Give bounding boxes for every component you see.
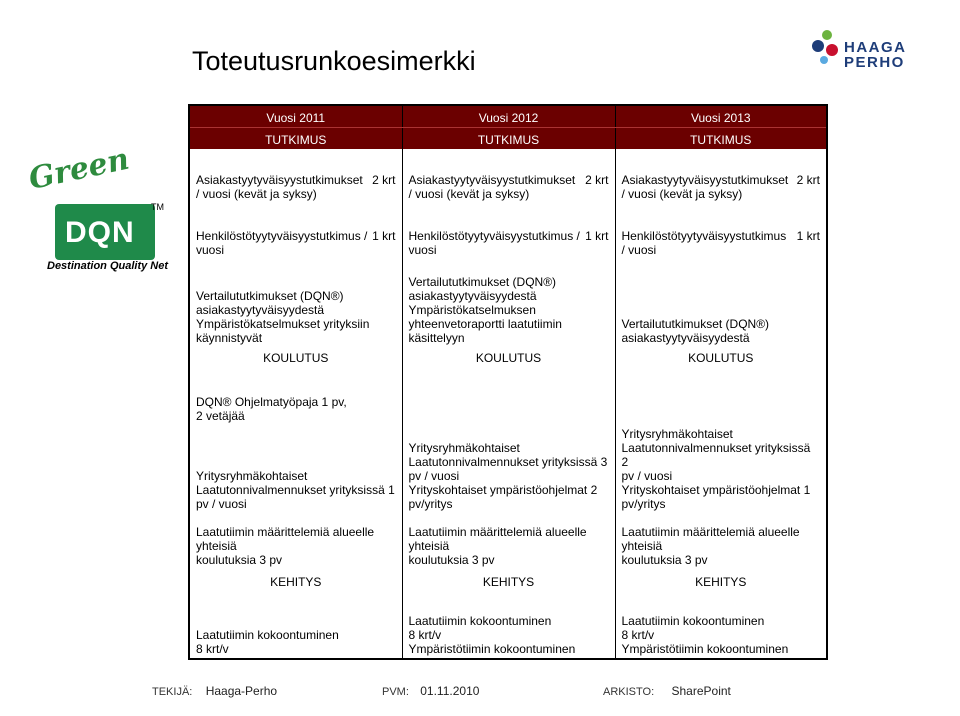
haaga-perho-wordmark (844, 40, 907, 70)
section-koulutus-2011: KOULUTUS (263, 351, 329, 365)
cell-line: Vertailututkimukset (DQN®) (408, 275, 557, 289)
cell-text: Henkilöstötyytyväisyystutkimus / vuosi (196, 229, 368, 257)
table-cell (402, 203, 615, 259)
cell-line: Laatutiimin määrittelemiä alueelle (196, 525, 375, 539)
cell-line: Vertailututkimukset (DQN®) (196, 289, 344, 303)
footer-date-value: 01.11.2010 (420, 684, 480, 698)
cell-line: pv/yritys (408, 497, 453, 511)
cell-line: Laatutonnivalmennukset yrityksissä 1 (196, 483, 395, 497)
brand-line-2: PERHO (844, 54, 905, 71)
logo-dot-lightblue (820, 56, 828, 64)
table-cell (189, 425, 402, 513)
footer-author-value: Haaga-Perho (205, 684, 278, 698)
table-cell (615, 367, 827, 425)
table-row (189, 149, 827, 203)
cell-count: 2 krt (585, 173, 609, 187)
cell-text: Asiakastyytyväisyystutkimukset / vuosi (kevät ja syksy) (196, 173, 363, 201)
cell-line: 8 krt/v (621, 628, 655, 642)
footer-archive-value: SharePoint (671, 684, 731, 698)
table-cell (615, 149, 827, 203)
cell-line: Laatutiimin määrittelemiä alueelle (621, 525, 800, 539)
year-2013-header: Vuosi 2013 (615, 105, 827, 127)
cell-line: yhteisiä (196, 539, 237, 553)
cell-line: Ympäristökatselmukset yrityksiin (196, 317, 370, 331)
cell-line: 8 krt/v (196, 642, 229, 656)
section-tutkimus-2012: TUTKIMUS (402, 127, 615, 149)
cell-line: Laatutiimin määrittelemiä alueelle (408, 525, 587, 539)
logo-dot-blue (812, 40, 824, 52)
cell-line: Yritysryhmäkohtaiset (621, 427, 733, 441)
table-cell (402, 149, 615, 203)
cell-line: Ympäristökatselmuksen (408, 303, 536, 317)
cell-line: asiakastyytyväisyydestä (621, 331, 750, 345)
table-cell (615, 591, 827, 659)
cell-line: pv / vuosi (408, 469, 460, 483)
trademark-mark: TM (151, 202, 164, 212)
table-cell (189, 367, 402, 425)
table-cell (402, 259, 615, 347)
cell-text: Asiakastyytyväisyystutkimukset / vuosi (kevät ja syksy) (408, 173, 576, 201)
table-cell (402, 591, 615, 659)
section-tutkimus-2011: TUTKIMUS (189, 127, 402, 149)
table-cell (189, 203, 402, 259)
cell-line: Yritysryhmäkohtaiset (408, 441, 520, 455)
table-cell (189, 513, 402, 569)
cell-line: asiakastyytyväisyydestä (196, 303, 325, 317)
section-kehitys-2013: KEHITYS (615, 569, 827, 591)
table-cell (189, 259, 402, 347)
cell-text: Henkilöstötyytyväisyystutkimus / vuosi (621, 229, 787, 257)
cell-line: Ympäristötiimin kokoontuminen (408, 642, 576, 656)
table-cell (615, 513, 827, 569)
footer-archive-label: ARKISTO: (603, 686, 655, 698)
table-cell (189, 149, 402, 203)
cell-line: Laatutonnivalmennukset yrityksissä 2 (621, 441, 811, 469)
section-koulutus-2013: KOULUTUS (615, 347, 827, 367)
cell-line: asiakastyytyväisyydestä (408, 289, 537, 303)
cell-line: Yritysryhmäkohtaiset (196, 469, 308, 483)
year-2012-header: Vuosi 2012 (402, 105, 615, 127)
haaga-perho-logo (810, 30, 920, 76)
cell-line: DQN® Ohjelmatyöpaja 1 pv, (196, 395, 347, 409)
table-row (189, 513, 827, 569)
table-cell (402, 513, 615, 569)
cell-line: Yrityskohtaiset ympäristöohjelmat 2 (408, 483, 598, 497)
cell-line: yhteisiä (621, 539, 663, 553)
year-header-row (189, 105, 827, 127)
table-row (189, 367, 827, 425)
cell-line: käsittelyyn (408, 331, 465, 345)
footer-author-label: TEKIJÄ: (152, 686, 193, 698)
cell-line: koulutuksia 3 pv (408, 553, 495, 567)
cell-line: koulutuksia 3 pv (621, 553, 708, 567)
logo-dot-green (822, 30, 832, 40)
page-title: Toteutusrunkoesimerkki (192, 46, 476, 76)
cell-line: Vertailututkimukset (DQN®) (621, 317, 770, 331)
footer-date (382, 684, 479, 698)
table-row (189, 591, 827, 659)
cell-line: koulutuksia 3 pv (196, 553, 283, 567)
cell-line: Ympäristötiimin kokoontuminen (621, 642, 789, 656)
cell-line: Laatutiimin kokoontuminen (408, 614, 552, 628)
cell-text: Henkilöstötyytyväisyystutkimus / vuosi (408, 229, 580, 257)
dqn-tagline: Destination Quality Net (47, 260, 169, 272)
cell-count: 1 krt (585, 229, 609, 243)
green-wordmark: Green (25, 141, 133, 197)
year-2011-header: Vuosi 2011 (189, 105, 402, 127)
cell-line: Yrityskohtaiset ympäristöohjelmat 1 (621, 483, 811, 497)
table-row (189, 425, 827, 513)
dqn-badge-text: DQN (65, 216, 135, 249)
cell-line: Laatutiimin kokoontuminen (621, 614, 765, 628)
cell-line: Laatutiimin kokoontuminen (196, 628, 339, 642)
tutkimus-header-row (189, 127, 827, 149)
cell-line: yhteisiä (408, 539, 450, 553)
cell-line: Laatutonnivalmennukset yrityksissä 3 (408, 455, 608, 469)
footer-author (152, 684, 277, 698)
cell-line: 2 vetäjää (196, 409, 245, 423)
dqn-badge (55, 204, 155, 260)
table-cell (402, 367, 615, 425)
cell-line: pv / vuosi (621, 469, 673, 483)
cell-text: Asiakastyytyväisyystutkimukset / vuosi (kevät ja syksy) (621, 173, 789, 201)
section-kehitys-2012: KEHITYS (402, 569, 615, 591)
table-cell (615, 425, 827, 513)
kehitys-header-row (189, 569, 827, 591)
footer-archive (603, 684, 731, 698)
section-kehitys-2011: KEHITYS (270, 575, 322, 589)
footer-date-label: PVM: (382, 686, 409, 698)
cell-line: 8 krt/v (408, 628, 442, 642)
table-cell (402, 425, 615, 513)
brand-line-1: HAAGA (844, 39, 907, 56)
cell-line: pv/yritys (621, 497, 666, 511)
koulutus-header-row (189, 347, 827, 367)
cell-line: pv / vuosi (196, 497, 247, 511)
cell-count: 1 krt (372, 229, 396, 243)
table-row (189, 259, 827, 347)
table-cell (615, 259, 827, 347)
green-dqn-logo (25, 141, 180, 276)
cell-count: 2 krt (372, 173, 396, 187)
cell-count: 2 krt (796, 173, 820, 187)
table-cell (189, 591, 402, 659)
table-row (189, 203, 827, 259)
plan-table (188, 104, 828, 660)
section-koulutus-2012: KOULUTUS (402, 347, 615, 367)
table-cell (615, 203, 827, 259)
cell-line: yhteenvetoraportti laatutiimin (408, 317, 562, 331)
cell-count: 1 krt (796, 229, 820, 243)
logo-dot-red (826, 44, 838, 56)
section-tutkimus-2013: TUTKIMUS (615, 127, 827, 149)
cell-line: käynnistyvät (196, 331, 263, 345)
